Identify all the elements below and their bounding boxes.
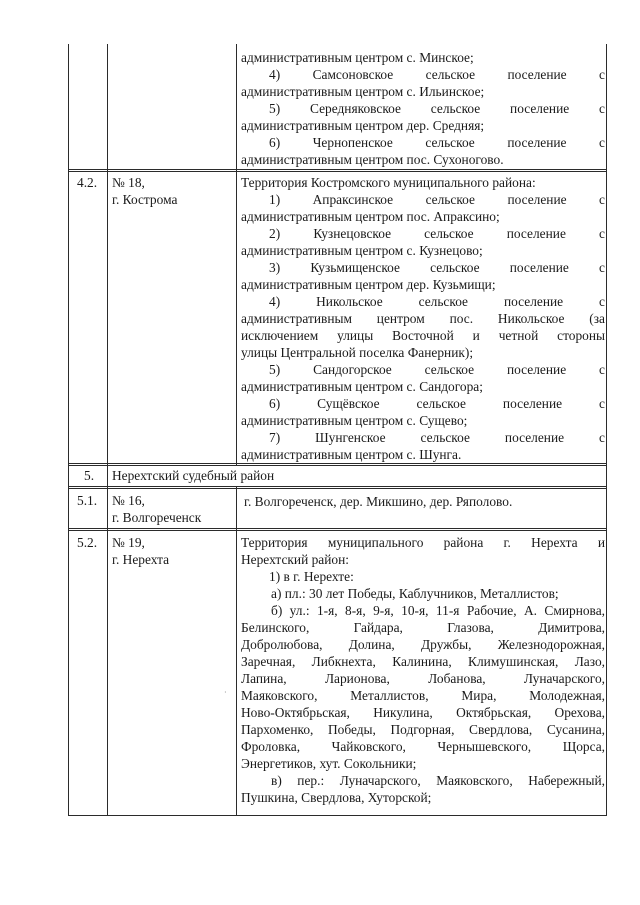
text-line: 6) Сущёвское сельское поселение с xyxy=(269,396,605,411)
court-name xyxy=(112,534,169,568)
court-name xyxy=(112,492,201,526)
text-line: административным центром с. Сущево; xyxy=(241,413,468,428)
text-line: 5) Середняковское сельское поселение с xyxy=(269,101,605,116)
row-separator xyxy=(68,169,607,170)
text-line: Фроловка, Чайковского, Чернышевского, Щорса, xyxy=(241,739,605,754)
row-number: 4.2. xyxy=(77,175,98,190)
row-separator xyxy=(68,463,607,464)
text-line: а) пл.: 30 лет Победы, Каблучников, Металлистов; xyxy=(271,586,559,601)
row-number: 5.1. xyxy=(77,493,98,508)
text-line: б) ул.: 1-я, 8-я, 9-я, 10-я, 11-я Рабочие, А. Смирнова, xyxy=(271,603,605,618)
row-separator xyxy=(68,486,607,487)
court-city: г. Нерехта xyxy=(112,552,170,567)
text-line: административным центром дер. Средняя; xyxy=(241,118,485,133)
table-border-bottom xyxy=(68,815,607,816)
row-number: 5. xyxy=(84,468,95,483)
column-divider-2 xyxy=(236,44,237,465)
text-line: Заречная, Либкнехта, Калинина, Климушинская, Лазо, xyxy=(241,654,605,669)
text-line: административным центром пос. Сухоногово. xyxy=(241,152,504,167)
text-line: административным центром с. Минское; xyxy=(241,50,474,65)
text-line: 3) Кузьмищенское сельское поселение с xyxy=(269,260,605,275)
text-line: Нерехтский район: xyxy=(241,552,349,567)
text-line: административным центром дер. Кузьмищи; xyxy=(241,277,496,292)
text-line: 5) Сандогорское сельское поселение с xyxy=(269,362,605,377)
scan-speck: · xyxy=(224,688,227,697)
column-divider-2 xyxy=(236,487,237,816)
territory-cell xyxy=(241,534,605,806)
table-border-left xyxy=(68,44,69,816)
text-line: Белинского, Гайдара, Глазова, Димитрова, xyxy=(241,620,605,635)
text-line: 1) в г. Нерехте: xyxy=(269,569,354,584)
territory-cell xyxy=(241,49,605,168)
text-line: 4) Самсоновское сельское поселение с xyxy=(269,67,605,82)
text-line: Добролюбова, Долина, Дружбы, Железнодорожная, xyxy=(241,637,605,652)
court-number: № 16, xyxy=(112,493,145,508)
text-line: г. Волгореченск, дер. Микшино, дер. Ряполово. xyxy=(244,494,513,509)
text-line: 4) Никольское сельское поселение с xyxy=(269,294,605,309)
text-line: Маяковского, Металлистов, Мира, Молодежная, xyxy=(241,688,605,703)
row-number: 5.2. xyxy=(77,535,98,550)
text-line: 2) Кузнецовское сельское поселение с xyxy=(269,226,605,241)
column-divider-1 xyxy=(107,44,108,816)
text-line: 1) Апраксинское сельское поселение с xyxy=(269,192,605,207)
territory-cell xyxy=(241,174,605,463)
text-line: 7) Шунгенское сельское поселение с xyxy=(269,430,605,445)
court-number: № 18, xyxy=(112,175,145,190)
text-line: исключением улицы Восточной и четной стороны xyxy=(241,328,605,343)
district-title: Нерехтский судебный район xyxy=(112,468,275,483)
text-line: Пушкина, Свердлова, Хуторской; xyxy=(241,790,432,805)
text-line: Лапина, Ларионова, Лобанова, Луначарского, xyxy=(241,671,605,686)
text-line: административным центром с. Сандогора; xyxy=(241,379,483,394)
text-line: в) пер.: Луначарского, Маяковского, Набережный, xyxy=(271,773,605,788)
text-line: административным центром пос. Никольское (за xyxy=(241,311,605,326)
text-line: административным центром пос. Апраксино; xyxy=(241,209,500,224)
text-line: 6) Чернопенское сельское поселение с xyxy=(269,135,605,150)
text-line: административным центром с. Шунга. xyxy=(241,447,462,462)
text-line: административным центром с. Ильинское; xyxy=(241,84,485,99)
text-line: административным центром с. Кузнецово; xyxy=(241,243,483,258)
text-line: Территория муниципального района г. Нерехта и xyxy=(241,535,605,550)
text-line: Территория Костромского муниципального района: xyxy=(241,175,536,190)
court-name xyxy=(112,174,177,208)
court-city: г. Волгореченск xyxy=(112,510,202,525)
text-line: Ново-Октябрьская, Никулина, Октябрьская, Орехова, xyxy=(241,705,605,720)
text-line: Пархоменко, Победы, Подгорная, Свердлова, Сусанина, xyxy=(241,722,605,737)
court-number: № 19, xyxy=(112,535,145,550)
territory-cell xyxy=(244,493,608,510)
text-line: улицы Центральной поселка Фанерник); xyxy=(241,345,474,360)
court-city: г. Кострома xyxy=(112,192,178,207)
text-line: Энергетиков, хут. Сокольники; xyxy=(241,756,417,771)
row-separator xyxy=(68,528,607,529)
table-border-right xyxy=(606,44,607,816)
